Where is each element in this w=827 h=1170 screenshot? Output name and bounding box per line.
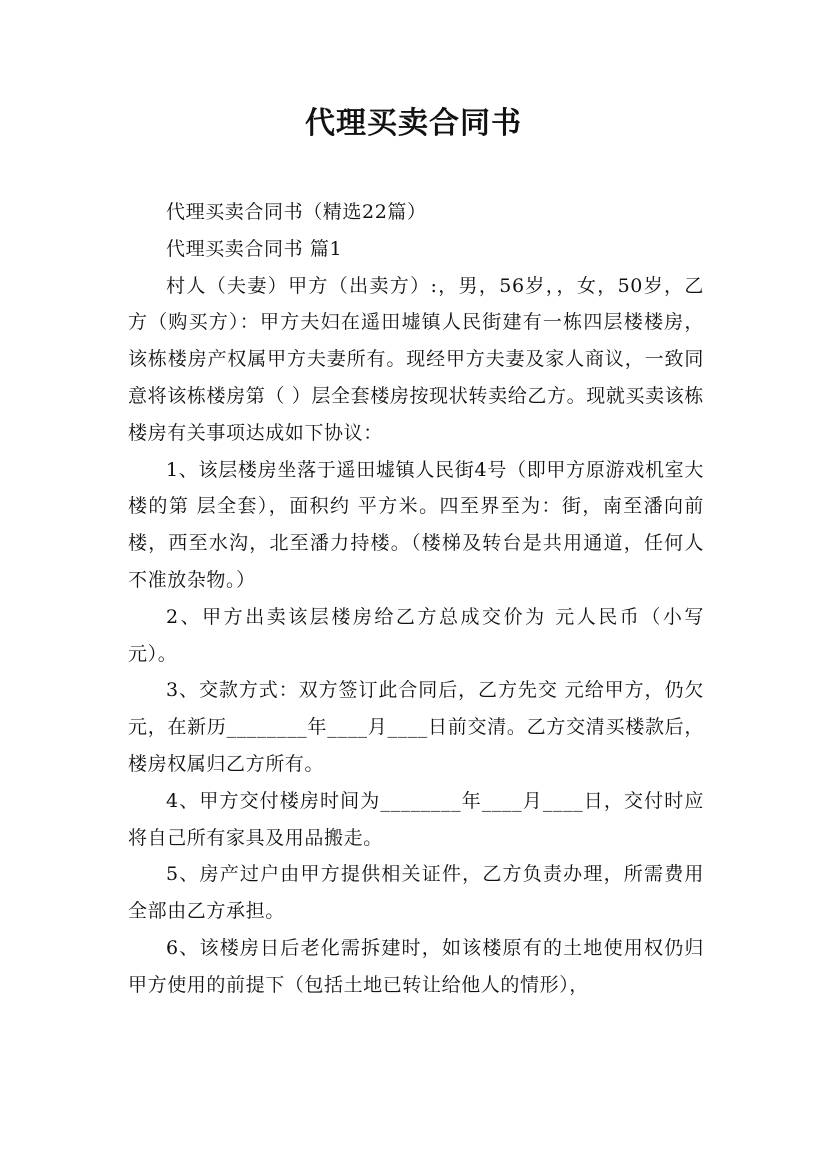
parties-paragraph: 村人（夫妻）甲方（出卖方）:，男，56岁，，女，50岁，乙方（购买方）：甲方夫妇在遥田墟镇人民街建有一栋四层楼楼房，该栋楼房产权属甲方夫妻所有。现经甲方夫妻及家人商议，一致同意将该栋楼房第（ ）层全套楼房按现状转卖给乙方。现就买卖该栋楼房有关事项达成如下协议： xyxy=(128,274,704,444)
clause-6-paragraph: 6、该楼房日后老化需拆建时，如该楼原有的土地使用权仍归甲方使用的前提下（包括土地已转让给他人的情形）， xyxy=(128,936,704,996)
clause-2-paragraph: 2、甲方出卖该层楼房给乙方总成交价为 元人民币（小写 元）。 xyxy=(128,605,704,665)
clause-3-paragraph: 3、交款方式：双方签订此合同后，乙方先交 元给甲方，仍欠 元，在新历________年____月____日前交清。乙方交清买楼款后，楼房权属归乙方所有。 xyxy=(128,679,704,775)
subtitle-paragraph: 代理买卖合同书（精选22篇） xyxy=(166,201,427,223)
clause-1-paragraph: 1、该层楼房坐落于遥田墟镇人民街4号（即甲方原游戏机室大楼的第 层全套），面积约 平方米。四至界至为：街，南至潘向前楼，西至水沟，北至潘力持楼。（楼梯及转台是共用通道，任何人不准放杂物。） xyxy=(128,458,704,591)
document-body xyxy=(128,194,704,1004)
clause-5-paragraph: 5、房产过户由甲方提供相关证件，乙方负责办理，所需费用全部由乙方承担。 xyxy=(128,863,704,923)
clause-4-paragraph: 4、甲方交付楼房时间为________年____月____日，交付时应将自己所有家具及用品搬走。 xyxy=(128,789,704,849)
document-title: 代理买卖合同书 xyxy=(305,106,522,141)
section-heading-paragraph: 代理买卖合同书 篇1 xyxy=(166,237,343,260)
